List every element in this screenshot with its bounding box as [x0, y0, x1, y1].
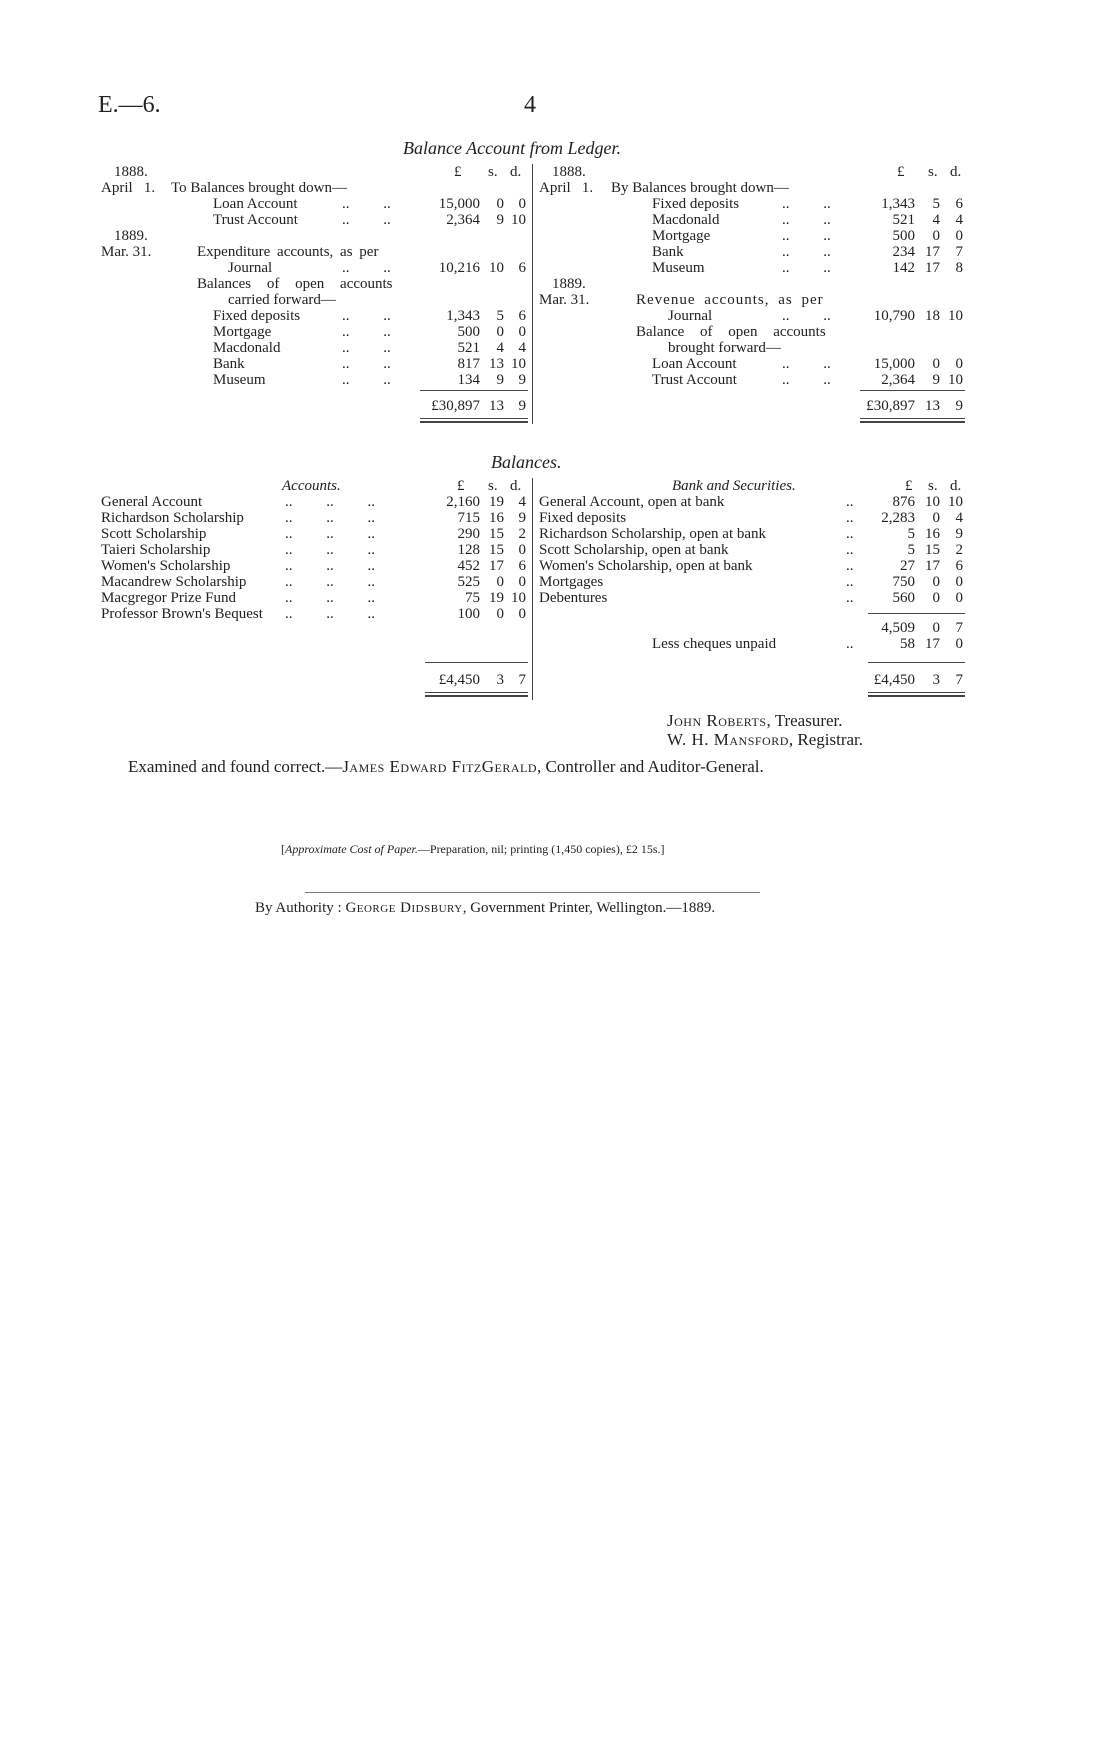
balances-account-s: 17	[489, 558, 504, 574]
cost-note: [Approximate Cost of Paper.—Preparation, nil; printing (1,450 copies), £2 15s.]	[281, 842, 665, 856]
ledger-right-row-pounds: 234	[892, 244, 915, 260]
treasurer-name: John Roberts	[667, 711, 767, 730]
balances-bank-label: Women's Scholarship, open at bank	[539, 558, 753, 574]
page-number: 4	[524, 92, 536, 118]
ledger-left-row-s: 4	[496, 340, 504, 356]
imprint-printer: George Didsbury	[345, 900, 463, 916]
ledger-right-loan-d: 0	[955, 356, 963, 372]
ledger-right-date-april: April 1.	[539, 180, 594, 196]
balances-account-d: 6	[518, 558, 526, 574]
ledger-left-pence-heading: d.	[510, 164, 522, 180]
balances-bank-pounds: 5	[907, 526, 915, 542]
balances-account-label: Scott Scholarship	[101, 526, 207, 542]
ledger-right-row-pounds: 142	[892, 260, 915, 276]
ledger-right-double-rule-2	[860, 421, 965, 423]
balances-bank-label: Debentures	[539, 590, 608, 606]
balances-account-s: 16	[489, 510, 504, 526]
balances-account-d: 0	[518, 606, 526, 622]
ledger-right-pence-heading: d.	[950, 164, 962, 180]
ledger-right-row-pounds: 521	[892, 212, 915, 228]
ledger-left-row-label: Fixed deposits	[213, 308, 301, 324]
ledger-left-row-leaders: .. ..	[342, 308, 391, 324]
balances-account-leaders: .. .. ..	[285, 558, 375, 574]
ledger-right-row-s: 5	[932, 196, 940, 212]
balances-account-leaders: .. .. ..	[285, 606, 375, 622]
balances-account-pounds: 100	[457, 606, 480, 622]
balances-account-s: 19	[489, 590, 504, 606]
ledger-right-row-label: Macdonald	[652, 212, 720, 228]
ledger-right-trust-d: 10	[948, 372, 963, 388]
balances-account-leaders: .. .. ..	[285, 542, 375, 558]
ledger-left-open-line2: carried forward—	[228, 292, 336, 308]
ledger-right-row-d: 0	[955, 228, 963, 244]
ledger-right-date-mar: Mar. 31.	[539, 292, 590, 308]
balances-bank-pounds: 750	[892, 574, 915, 590]
ledger-left-row-label: Bank	[213, 356, 245, 372]
ledger-right-row-pounds: 500	[892, 228, 915, 244]
balances-bank-label: Mortgages	[539, 574, 604, 590]
ledger-right-row-s: 4	[932, 212, 940, 228]
ledger-left-expenditure-line2: Journal	[228, 260, 273, 276]
balances-bank-s: 10	[925, 494, 940, 510]
ledger-right-row-d: 8	[955, 260, 963, 276]
ledger-left-row-d: 10	[511, 356, 526, 372]
balances-account-pounds: 75	[465, 590, 480, 606]
ledger-right-by-balances: By Balances brought down—	[611, 180, 789, 196]
ledger-right-trust-label: Trust Account	[652, 372, 737, 388]
ledger-left-loan-leaders: .. ..	[342, 196, 391, 212]
balances-bank-leaders: ..	[846, 494, 854, 510]
balances-right-total-rule	[868, 662, 965, 663]
balances-account-pounds: 452	[457, 558, 480, 574]
balances-bank-d: 0	[955, 590, 963, 606]
ledger-right-double-rule-1	[860, 418, 965, 419]
ledger-left-row-s: 0	[496, 324, 504, 340]
ledger-right-total-d: 9	[955, 398, 963, 414]
balances-bank-leaders: ..	[846, 510, 854, 526]
ledger-left-expenditure-leaders: .. ..	[342, 260, 391, 276]
ledger-title: Balance Account from Ledger.	[403, 138, 621, 158]
ledger-right-row-label: Fixed deposits	[652, 196, 740, 212]
balances-account-s: 15	[489, 542, 504, 558]
treasurer-signature	[667, 712, 843, 730]
balances-left-double-rule-1	[425, 692, 528, 693]
balances-bank-d: 2	[955, 542, 963, 558]
balances-bank-leaders: ..	[846, 542, 854, 558]
ledger-right-pounds-heading: £	[897, 164, 905, 180]
balances-right-double-rule-1	[868, 692, 965, 693]
balances-right-subtotal-s: 0	[932, 620, 940, 636]
ledger-left-double-rule-2	[420, 421, 528, 423]
balances-right-total-pounds: £4,450	[873, 672, 915, 688]
ledger-right-row-leaders: .. ..	[782, 212, 831, 228]
ledger-right-row-leaders: .. ..	[782, 260, 831, 276]
ledger-left-expenditure-pounds: 10,216	[438, 260, 480, 276]
ledger-right-open-line2: brought forward—	[668, 340, 781, 356]
ledger-left-row-label: Museum	[213, 372, 266, 388]
balances-account-label: Macandrew Scholarship	[101, 574, 247, 590]
ledger-right-revenue-s: 18	[925, 308, 940, 324]
balances-bank-s: 0	[932, 510, 940, 526]
balances-bank-s: 16	[925, 526, 940, 542]
ledger-left-row-s: 5	[496, 308, 504, 324]
balances-bank-leaders: ..	[846, 590, 854, 606]
balances-account-s: 0	[496, 606, 504, 622]
ledger-left-trust-s: 9	[496, 212, 504, 228]
registrar-signature	[667, 731, 863, 749]
ledger-left-row-pounds: 1,343	[446, 308, 480, 324]
balances-less-cheques-label: Less cheques unpaid	[652, 636, 777, 652]
ledger-left-row-pounds: 817	[457, 356, 480, 372]
balances-title: Balances.	[491, 452, 562, 472]
balances-less-cheques-s: 17	[925, 636, 940, 652]
ledger-right-shillings-heading: s.	[928, 164, 938, 180]
ledger-right-row-label: Bank	[652, 244, 684, 260]
ledger-left-total-d: 9	[518, 398, 526, 414]
ledger-right-row-leaders: .. ..	[782, 228, 831, 244]
ledger-left-loan-d: 0	[518, 196, 526, 212]
balances-left-pounds-heading: £	[457, 478, 465, 494]
balances-left-double-rule-2	[425, 695, 528, 697]
ledger-left-shillings-heading: s.	[488, 164, 498, 180]
ledger-right-loan-s: 0	[932, 356, 940, 372]
balances-bank-label: General Account, open at bank	[539, 494, 725, 510]
ledger-right-loan-pounds: 15,000	[873, 356, 915, 372]
balances-bank-heading: Bank and Securities.	[672, 478, 796, 494]
registrar-name: W. H. Mansford	[667, 730, 789, 749]
ledger-right-year-1888: 1888.	[552, 164, 586, 180]
balances-bank-d: 4	[955, 510, 963, 526]
balances-bank-d: 6	[955, 558, 963, 574]
balances-left-pence-heading: d.	[510, 478, 522, 494]
balances-left-total-rule	[425, 662, 528, 663]
ledger-left-trust-leaders: .. ..	[342, 212, 391, 228]
balances-bank-s: 0	[932, 574, 940, 590]
balances-account-d: 10	[511, 590, 526, 606]
ledger-left-expenditure-d: 6	[518, 260, 526, 276]
balances-accounts-heading: Accounts.	[282, 478, 341, 494]
ledger-left-trust-label: Trust Account	[213, 212, 298, 228]
report-code: E.—6.	[98, 92, 161, 118]
treasurer-title: , Treasurer.	[766, 711, 843, 730]
ledger-divider	[532, 164, 533, 424]
balances-account-leaders: .. .. ..	[285, 526, 375, 542]
balances-account-d: 0	[518, 574, 526, 590]
balances-bank-pounds: 5	[907, 542, 915, 558]
balances-account-leaders: .. .. ..	[285, 510, 375, 526]
ledger-left-loan-pounds: 15,000	[438, 196, 480, 212]
balances-account-pounds: 128	[457, 542, 480, 558]
ledger-left-row-leaders: .. ..	[342, 372, 391, 388]
ledger-left-date-april: April 1.	[101, 180, 156, 196]
ledger-left-row-leaders: .. ..	[342, 356, 391, 372]
balances-bank-leaders: ..	[846, 574, 854, 590]
ledger-left-expenditure-line1: Expenditure accounts, as per	[197, 244, 379, 260]
ledger-right-loan-label: Loan Account	[652, 356, 737, 372]
balances-account-d: 4	[518, 494, 526, 510]
balances-bank-pounds: 876	[892, 494, 915, 510]
ledger-left-pounds-heading: £	[454, 164, 462, 180]
balances-less-cheques-leaders: ..	[846, 636, 854, 652]
ledger-left-total-rule	[420, 390, 528, 391]
balances-account-pounds: 525	[457, 574, 480, 590]
ledger-left-year-1888: 1888.	[114, 164, 148, 180]
balances-account-label: Macgregor Prize Fund	[101, 590, 236, 606]
ledger-left-trust-d: 10	[511, 212, 526, 228]
cost-note-italic: Approximate Cost of Paper.	[285, 842, 418, 856]
ledger-left-row-pounds: 134	[457, 372, 480, 388]
balances-right-double-rule-2	[868, 695, 965, 697]
balances-bank-s: 17	[925, 558, 940, 574]
balances-bank-pounds: 2,283	[881, 510, 915, 526]
balances-account-pounds: 2,160	[446, 494, 480, 510]
ledger-right-row-s: 17	[925, 244, 940, 260]
balances-bank-label: Scott Scholarship, open at bank	[539, 542, 729, 558]
balances-left-total-pounds: £4,450	[438, 672, 480, 688]
balances-left-total-d: 7	[518, 672, 526, 688]
audit-suffix: , Controller and Auditor-General.	[537, 757, 764, 776]
balances-left-total-s: 3	[496, 672, 504, 688]
balances-account-s: 15	[489, 526, 504, 542]
audit-prefix: Examined and found correct.—	[128, 757, 343, 776]
ledger-right-row-d: 4	[955, 212, 963, 228]
ledger-left-row-d: 9	[518, 372, 526, 388]
ledger-left-row-d: 4	[518, 340, 526, 356]
balances-right-subtotal-pounds: 4,509	[881, 620, 915, 636]
ledger-left-loan-s: 0	[496, 196, 504, 212]
balances-right-subtotal-d: 7	[955, 620, 963, 636]
ledger-right-trust-leaders: .. ..	[782, 372, 831, 388]
balances-divider	[532, 478, 533, 700]
balances-left-shillings-heading: s.	[488, 478, 498, 494]
ledger-right-row-label: Museum	[652, 260, 705, 276]
balances-account-s: 0	[496, 574, 504, 590]
balances-account-s: 19	[489, 494, 504, 510]
balances-account-leaders: .. .. ..	[285, 590, 375, 606]
imprint-suffix: , Government Printer, Wellington.—1889.	[462, 900, 716, 916]
balances-bank-d: 0	[955, 574, 963, 590]
balances-right-pounds-heading: £	[905, 478, 913, 494]
ledger-right-revenue-line1: Revenue accounts, as per	[636, 292, 824, 308]
ledger-left-row-leaders: .. ..	[342, 340, 391, 356]
ledger-left-row-label: Mortgage	[213, 324, 272, 340]
balances-right-subtotal-rule	[868, 613, 965, 614]
ledger-right-revenue-line2: Journal	[668, 308, 713, 324]
balances-bank-pounds: 27	[900, 558, 915, 574]
ledger-left-total-pounds: £30,897	[431, 398, 480, 414]
balances-right-pence-heading: d.	[950, 478, 962, 494]
ledger-right-trust-pounds: 2,364	[881, 372, 915, 388]
balances-account-label: Richardson Scholarship	[101, 510, 244, 526]
ledger-left-open-line1: Balances of open accounts	[197, 276, 393, 292]
ledger-right-revenue-pounds: 10,790	[873, 308, 915, 324]
ledger-left-row-d: 0	[518, 324, 526, 340]
balances-account-d: 0	[518, 542, 526, 558]
ledger-right-loan-leaders: .. ..	[782, 356, 831, 372]
balances-account-d: 2	[518, 526, 526, 542]
balances-bank-label: Richardson Scholarship, open at bank	[539, 526, 767, 542]
ledger-left-row-pounds: 500	[457, 324, 480, 340]
imprint-prefix: By Authority :	[255, 900, 346, 916]
ledger-right-row-leaders: .. ..	[782, 196, 831, 212]
balances-bank-s: 15	[925, 542, 940, 558]
balances-bank-pounds: 560	[892, 590, 915, 606]
cost-note-rest: —Preparation, nil; printing (1,450 copies), £2 15s.	[417, 842, 661, 856]
ledger-left-row-pounds: 521	[457, 340, 480, 356]
ledger-right-total-s: 13	[925, 398, 940, 414]
ledger-left-row-s: 13	[489, 356, 504, 372]
balances-account-label: Professor Brown's Bequest	[101, 606, 263, 622]
ledger-left-row-d: 6	[518, 308, 526, 324]
ledger-right-year-1889: 1889.	[552, 276, 586, 292]
ledger-left-to-balances: To Balances brought down—	[171, 180, 348, 196]
ledger-right-revenue-d: 10	[948, 308, 963, 324]
imprint-rule	[305, 892, 760, 893]
ledger-right-total-rule	[860, 390, 965, 391]
imprint-line	[255, 900, 715, 916]
balances-bank-d: 9	[955, 526, 963, 542]
ledger-left-expenditure-s: 10	[489, 260, 504, 276]
ledger-left-row-leaders: .. ..	[342, 324, 391, 340]
balances-account-d: 9	[518, 510, 526, 526]
balances-account-leaders: .. .. ..	[285, 494, 375, 510]
audit-line	[128, 758, 764, 776]
ledger-right-row-pounds: 1,343	[881, 196, 915, 212]
ledger-right-row-d: 6	[955, 196, 963, 212]
balances-account-label: General Account	[101, 494, 203, 510]
balances-account-label: Women's Scholarship	[101, 558, 231, 574]
ledger-left-loan-label: Loan Account	[213, 196, 298, 212]
balances-right-total-s: 3	[932, 672, 940, 688]
ledger-left-row-s: 9	[496, 372, 504, 388]
ledger-left-total-s: 13	[489, 398, 504, 414]
balances-account-label: Taieri Scholarship	[101, 542, 211, 558]
ledger-left-double-rule-1	[420, 418, 528, 419]
balances-bank-d: 10	[948, 494, 963, 510]
balances-bank-label: Fixed deposits	[539, 510, 627, 526]
ledger-left-date-mar: Mar. 31.	[101, 244, 152, 260]
balances-right-total-d: 7	[955, 672, 963, 688]
balances-bank-leaders: ..	[846, 558, 854, 574]
ledger-right-total-pounds: £30,897	[866, 398, 915, 414]
balances-account-leaders: .. .. ..	[285, 574, 375, 590]
ledger-right-revenue-leaders: .. ..	[782, 308, 831, 324]
ledger-left-row-label: Macdonald	[213, 340, 281, 356]
balances-account-pounds: 290	[457, 526, 480, 542]
auditor-name: James Edward FitzGerald	[342, 757, 538, 776]
ledger-left-year-1889: 1889.	[114, 228, 148, 244]
balances-right-shillings-heading: s.	[928, 478, 938, 494]
balances-less-cheques-d: 0	[955, 636, 963, 652]
ledger-right-row-label: Mortgage	[652, 228, 711, 244]
ledger-right-row-s: 0	[932, 228, 940, 244]
ledger-right-trust-s: 9	[932, 372, 940, 388]
ledger-right-row-leaders: .. ..	[782, 244, 831, 260]
ledger-right-row-d: 7	[955, 244, 963, 260]
ledger-left-trust-pounds: 2,364	[446, 212, 480, 228]
balances-less-cheques-pounds: 58	[900, 636, 915, 652]
balances-bank-s: 0	[932, 590, 940, 606]
balances-account-pounds: 715	[457, 510, 480, 526]
ledger-right-row-s: 17	[925, 260, 940, 276]
registrar-title: , Registrar.	[788, 730, 864, 749]
balances-bank-leaders: ..	[846, 526, 854, 542]
ledger-right-open-line1: Balance of open accounts	[636, 324, 826, 340]
